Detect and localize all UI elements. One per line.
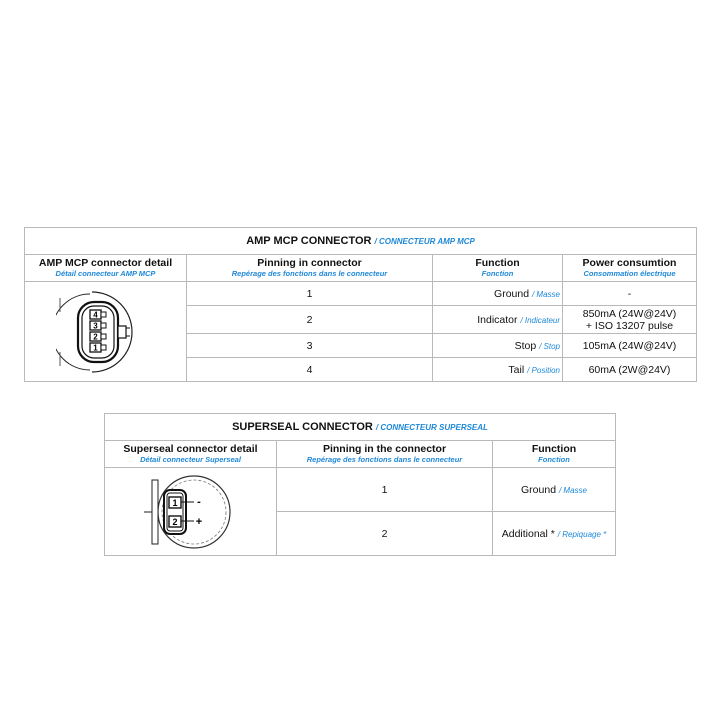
minus-icon: - [196, 495, 201, 508]
table-row [105, 468, 616, 512]
amp-pin: 1 [187, 282, 433, 306]
amp-mcp-table [24, 227, 697, 382]
amp-table-title [25, 228, 697, 255]
superseal-connector-icon [136, 470, 246, 554]
superseal-header-pinning: Pinning in the connector Repérage des fonctions dans le connecteur [277, 441, 493, 468]
amp-connector-diagram [25, 282, 187, 382]
amp-power: 105mA (24W@24V) [563, 334, 697, 358]
superseal-connector-diagram [105, 468, 277, 556]
amp-header-power: Power consumtion Consommation électrique [563, 255, 697, 282]
amp-power: - [563, 282, 697, 306]
amp-pin: 3 [187, 334, 433, 358]
superseal-pin-label: 2 [171, 516, 178, 527]
superseal-title: SUPERSEAL CONNECTOR [232, 421, 373, 433]
amp-power: 60mA (2W@24V) [563, 358, 697, 382]
superseal-header-function: Function Fonction [493, 441, 616, 468]
amp-pin-label: 4 [92, 310, 98, 319]
amp-pin-label: 3 [92, 321, 98, 330]
amp-title-fr: / CONNECTEUR AMP MCP [374, 237, 475, 246]
amp-function: Indicator / Indicateur [433, 306, 563, 334]
amp-pin: 4 [187, 358, 433, 382]
superseal-pin: 2 [277, 512, 493, 556]
superseal-pin-label: 1 [171, 497, 178, 508]
superseal-pin: 1 [277, 468, 493, 512]
superseal-header-detail: Superseal connector detail Détail connecteur Superseal [105, 441, 277, 468]
amp-connector-icon [56, 290, 156, 374]
amp-header-detail: AMP MCP connector detail Détail connecteur AMP MCP [25, 255, 187, 282]
amp-pin-label: 2 [92, 332, 98, 341]
amp-pin: 2 [187, 306, 433, 334]
amp-function: Stop / Stop [433, 334, 563, 358]
amp-power: 850mA (24W@24V) + ISO 13207 pulse [563, 306, 697, 334]
amp-title: AMP MCP CONNECTOR [246, 235, 372, 247]
superseal-title-fr: / CONNECTEUR SUPERSEAL [375, 423, 488, 432]
amp-header-pinning: Pinning in connector Repérage des fonctions dans le connecteur [187, 255, 433, 282]
amp-function: Tail / Position [433, 358, 563, 382]
amp-function: Ground / Masse [433, 282, 563, 306]
plus-icon: + [195, 515, 202, 528]
superseal-table-title [105, 414, 616, 441]
superseal-function: Additional * / Repiquage * [493, 512, 616, 556]
superseal-table [104, 413, 616, 556]
superseal-function: Ground / Masse [493, 468, 616, 512]
amp-header-function: Function Fonction [433, 255, 563, 282]
table-row [25, 282, 697, 306]
amp-pin-label: 1 [92, 343, 98, 352]
